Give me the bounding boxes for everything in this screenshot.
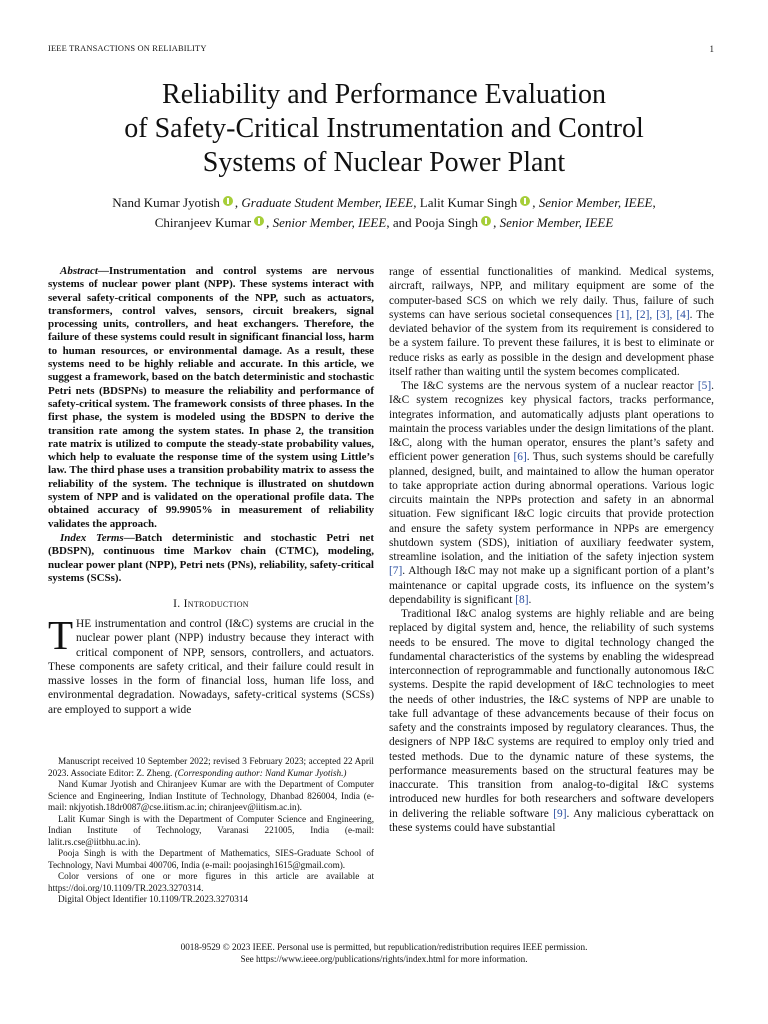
orcid-icon[interactable] <box>223 196 233 206</box>
author-role: Graduate Student Member, IEEE <box>241 195 414 210</box>
footnote-doi: Digital Object Identifier 10.1109/TR.2023.3270314 <box>58 894 249 904</box>
rights-line: See https://www.ieee.org/publications/rights/index.html for more information. <box>240 954 528 964</box>
body-paragraph: The I&C systems are the nervous system of a nuclear reactor [5]. I&C system recognizes key physical factors, tracks performance, integrates information, and automatically adjusts plant operations to maintain the process variables under the design limitations of the plant. I&C, along with the human operator, ensures the plant’s safety and efficient power generation [6]. Thus, such systems should be carefully planned, designed, built, and maintained to allow the human operator to take appropriate action during abnormal operations. Various logic circuits maintain the NPPs protection and safety in an abnormal situation. Few significant I&C logic circuits that provide protection and ensure the safety system performance in NPPs are emergency shutdown system (SDS), initiation of auxiliary feedwater system, streamline isolation, and the initiation of the safety injection system [7]. Although I&C may not make up a significant portion of a plant’s maintenance or capital upgrade costs, its influence on the system’s dependability is significant [8]. <box>389 380 714 606</box>
citation-link[interactable]: [1], [2], [3], [4] <box>616 308 690 321</box>
copyright-notice <box>40 941 728 965</box>
author-name: Lalit Kumar Singh <box>419 195 518 210</box>
paper-title <box>40 78 728 180</box>
orcid-icon[interactable] <box>520 196 530 206</box>
author-role: Senior Member, IEEE <box>538 195 653 210</box>
author-name: Pooja Singh <box>414 215 479 230</box>
citation-link[interactable]: [6] <box>513 451 527 464</box>
introduction-paragraph <box>48 612 374 717</box>
author-role: Senior Member, IEEE <box>272 215 387 230</box>
right-column <box>389 265 714 835</box>
footnote-affiliation: Lalit Kumar Singh is with the Department of Computer Science and Engineering, Indian Institute of Technology, Varanasi 221005, India (e-mail: lalit.rs.cse@iitbhu.ac.in). <box>48 813 374 847</box>
title-line-1: Reliability and Performance Evaluation <box>162 79 606 110</box>
footnote-manuscript: Manuscript received 10 September 2022; revised 3 February 2023; accepted 22 April 2023. Associate Editor: Z. Zheng. (Corresponding author: Nand Kumar Jyotish.) <box>48 756 374 778</box>
corresponding-author: (Corresponding author: Nand Kumar Jyotish.) <box>174 767 347 778</box>
citation-link[interactable]: [7] <box>389 565 403 578</box>
citation-link[interactable]: [5] <box>697 380 712 392</box>
footnote-color-versions: Color versions of one or more figures in this article are available at https://doi.org/10.1109/TR.2023.3270314. <box>48 871 374 893</box>
author-role: Senior Member, IEEE <box>499 215 614 230</box>
copyright-line: 0018-9529 © 2023 IEEE. Personal use is permitted, but republication/redistribution requires IEEE permission. <box>180 942 588 952</box>
orcid-icon[interactable] <box>254 216 264 226</box>
intro-text: HE instrumentation and control (I&C) systems are crucial in the nuclear power plant (NPP) industry because they interact with critical component of NPP, sensors, controllers, and actuators. These components are safety critical, and their failure could result in massive losses in the form of financial loss, human life loss, and environmental degradation. Nowadays, safety-critical systems (SCSs) are employed to support a wide <box>48 618 374 716</box>
running-header: IEEE TRANSACTIONS ON RELIABILITY <box>48 44 207 53</box>
page-number: 1 <box>709 44 714 54</box>
index-terms-lead: Index Terms <box>60 532 124 544</box>
footnote-affiliation: Nand Kumar Jyotish and Chiranjeev Kumar are with the Department of Computer Science and Engineering, Indian Institute of Technology, Dhanbad 826004, India (e-mail: nkjyotish.18dr0087@cse.iitism.ac.in; chiranjeev@iitism.ac.in). <box>48 779 374 812</box>
body-paragraph: Traditional I&C analog systems are highly reliable and are being replaced by digital system and, hence, the reliability of such systems needs to be ensured. The move to digital technology changed the fundamental characteristics of the systems by enabling the widespread interconnection of reprogrammable and functionally autonomous I&C systems. Despite the rapid development of I&C technologies to meet the needs of other industries, the I&C systems of NPP are unable to take full advantage of these advancements because of their focus on safety and the constraints imposed by regulatory clearances. Thus, the designers of NPP I&C systems are required to employ only tried and tested methods. Due to the dynamic nature of these systems, the performance measurements based on the structural features may be inaccurate. This transition from analog-to-digital I&C systems introduced new hurdles for both researchers and software developers in delivering the reliable software [9]. Any malicious cyberattack on these systems could have substantial <box>389 608 714 834</box>
title-line-2: of Safety-Critical Instrumentation and Control <box>124 113 644 144</box>
citation-link[interactable]: [9] <box>553 807 567 820</box>
footnotes <box>48 756 374 906</box>
abstract <box>48 265 374 531</box>
title-line-3: Systems of Nuclear Power Plant <box>202 147 566 178</box>
author-list: Nand Kumar Jyotish , Graduate Student Member, IEEE, Lalit Kumar Singh , Senior Member, IEEE, Chiranjeev Kumar , Senior Member, IEEE, and Pooja Singh , Senior Member, IEEE <box>112 195 656 230</box>
author-name: Chiranjeev Kumar <box>154 215 252 230</box>
abstract-lead: Abstract <box>60 265 98 277</box>
index-terms-text: —Batch deterministic and stochastic Petri net (BDSPN), continuous time Markov chain (CTMC), modeling, nuclear power plant (NPP), Petri nets (PNs), reliability, safety-critical systems (SCSs). <box>48 532 374 584</box>
author-name: Nand Kumar Jyotish <box>112 195 220 210</box>
abstract-text: —Instrumentation and control systems are nervous systems of nuclear power plant (NPP). These systems interact with several safety-critical components of the NPP, such as actuators, transformers, control valves, sensors, circuit breakers, signal processing units, controllers, and heat exchangers. Therefore, the failure of these systems could result in significant financial loss, harm to human resources, or environmental damage. As a result, these systems need to be highly reliable and accurate. In this article, we suggest a framework, based on the batch deterministic and stochastic Petri nets (BDSPNs) to measure the reliability and performance of safety-critical system. The framework consists of three phases. In the first phase, the system is modeled using the BDSPN to derive the transition rate among the system states. In phase 2, the transition rate matrix is utilized to compute the steady-state probability values, which help to evaluate the response time of the system using Little’s law. The third phase uses a transition probability matrix to assess the reliability of the system. The technique is illustrated on shutdown system of NPP and is validated on the operational profile data. The obtained accuracy of 99.9905% in measurement of reliability validates the approach. <box>48 265 374 530</box>
section-heading <box>48 598 374 610</box>
section-number: I. <box>173 598 181 610</box>
body-paragraph: range of essential functionalities of mankind. Medical systems, aircraft, railways, NPP, and military equipment are some of the computer-based SCS on which we rely daily. Thus, failure of such systems can have serious societal consequences [1], [2], [3], [4]. The deviated behavior of the system from its requirement is considered to be a system failure. To prevent these failures, it is best to eliminate or reduce risks as early as possible in the design and development phase itself rather than waiting until the system becomes complicated. <box>389 266 714 378</box>
section-title: Introduction <box>183 598 249 610</box>
index-terms <box>48 532 374 585</box>
author-conjunction: and <box>392 215 412 230</box>
footnote-affiliation: Pooja Singh is with the Department of Mathematics, SIES-Graduate School of Technology, Navi Mumbai 400706, India (e-mail: poojasingh1615@gmail.com). <box>48 848 374 870</box>
orcid-icon[interactable] <box>481 216 491 226</box>
drop-cap: T <box>48 612 74 658</box>
citation-link[interactable]: [8] <box>515 593 529 606</box>
